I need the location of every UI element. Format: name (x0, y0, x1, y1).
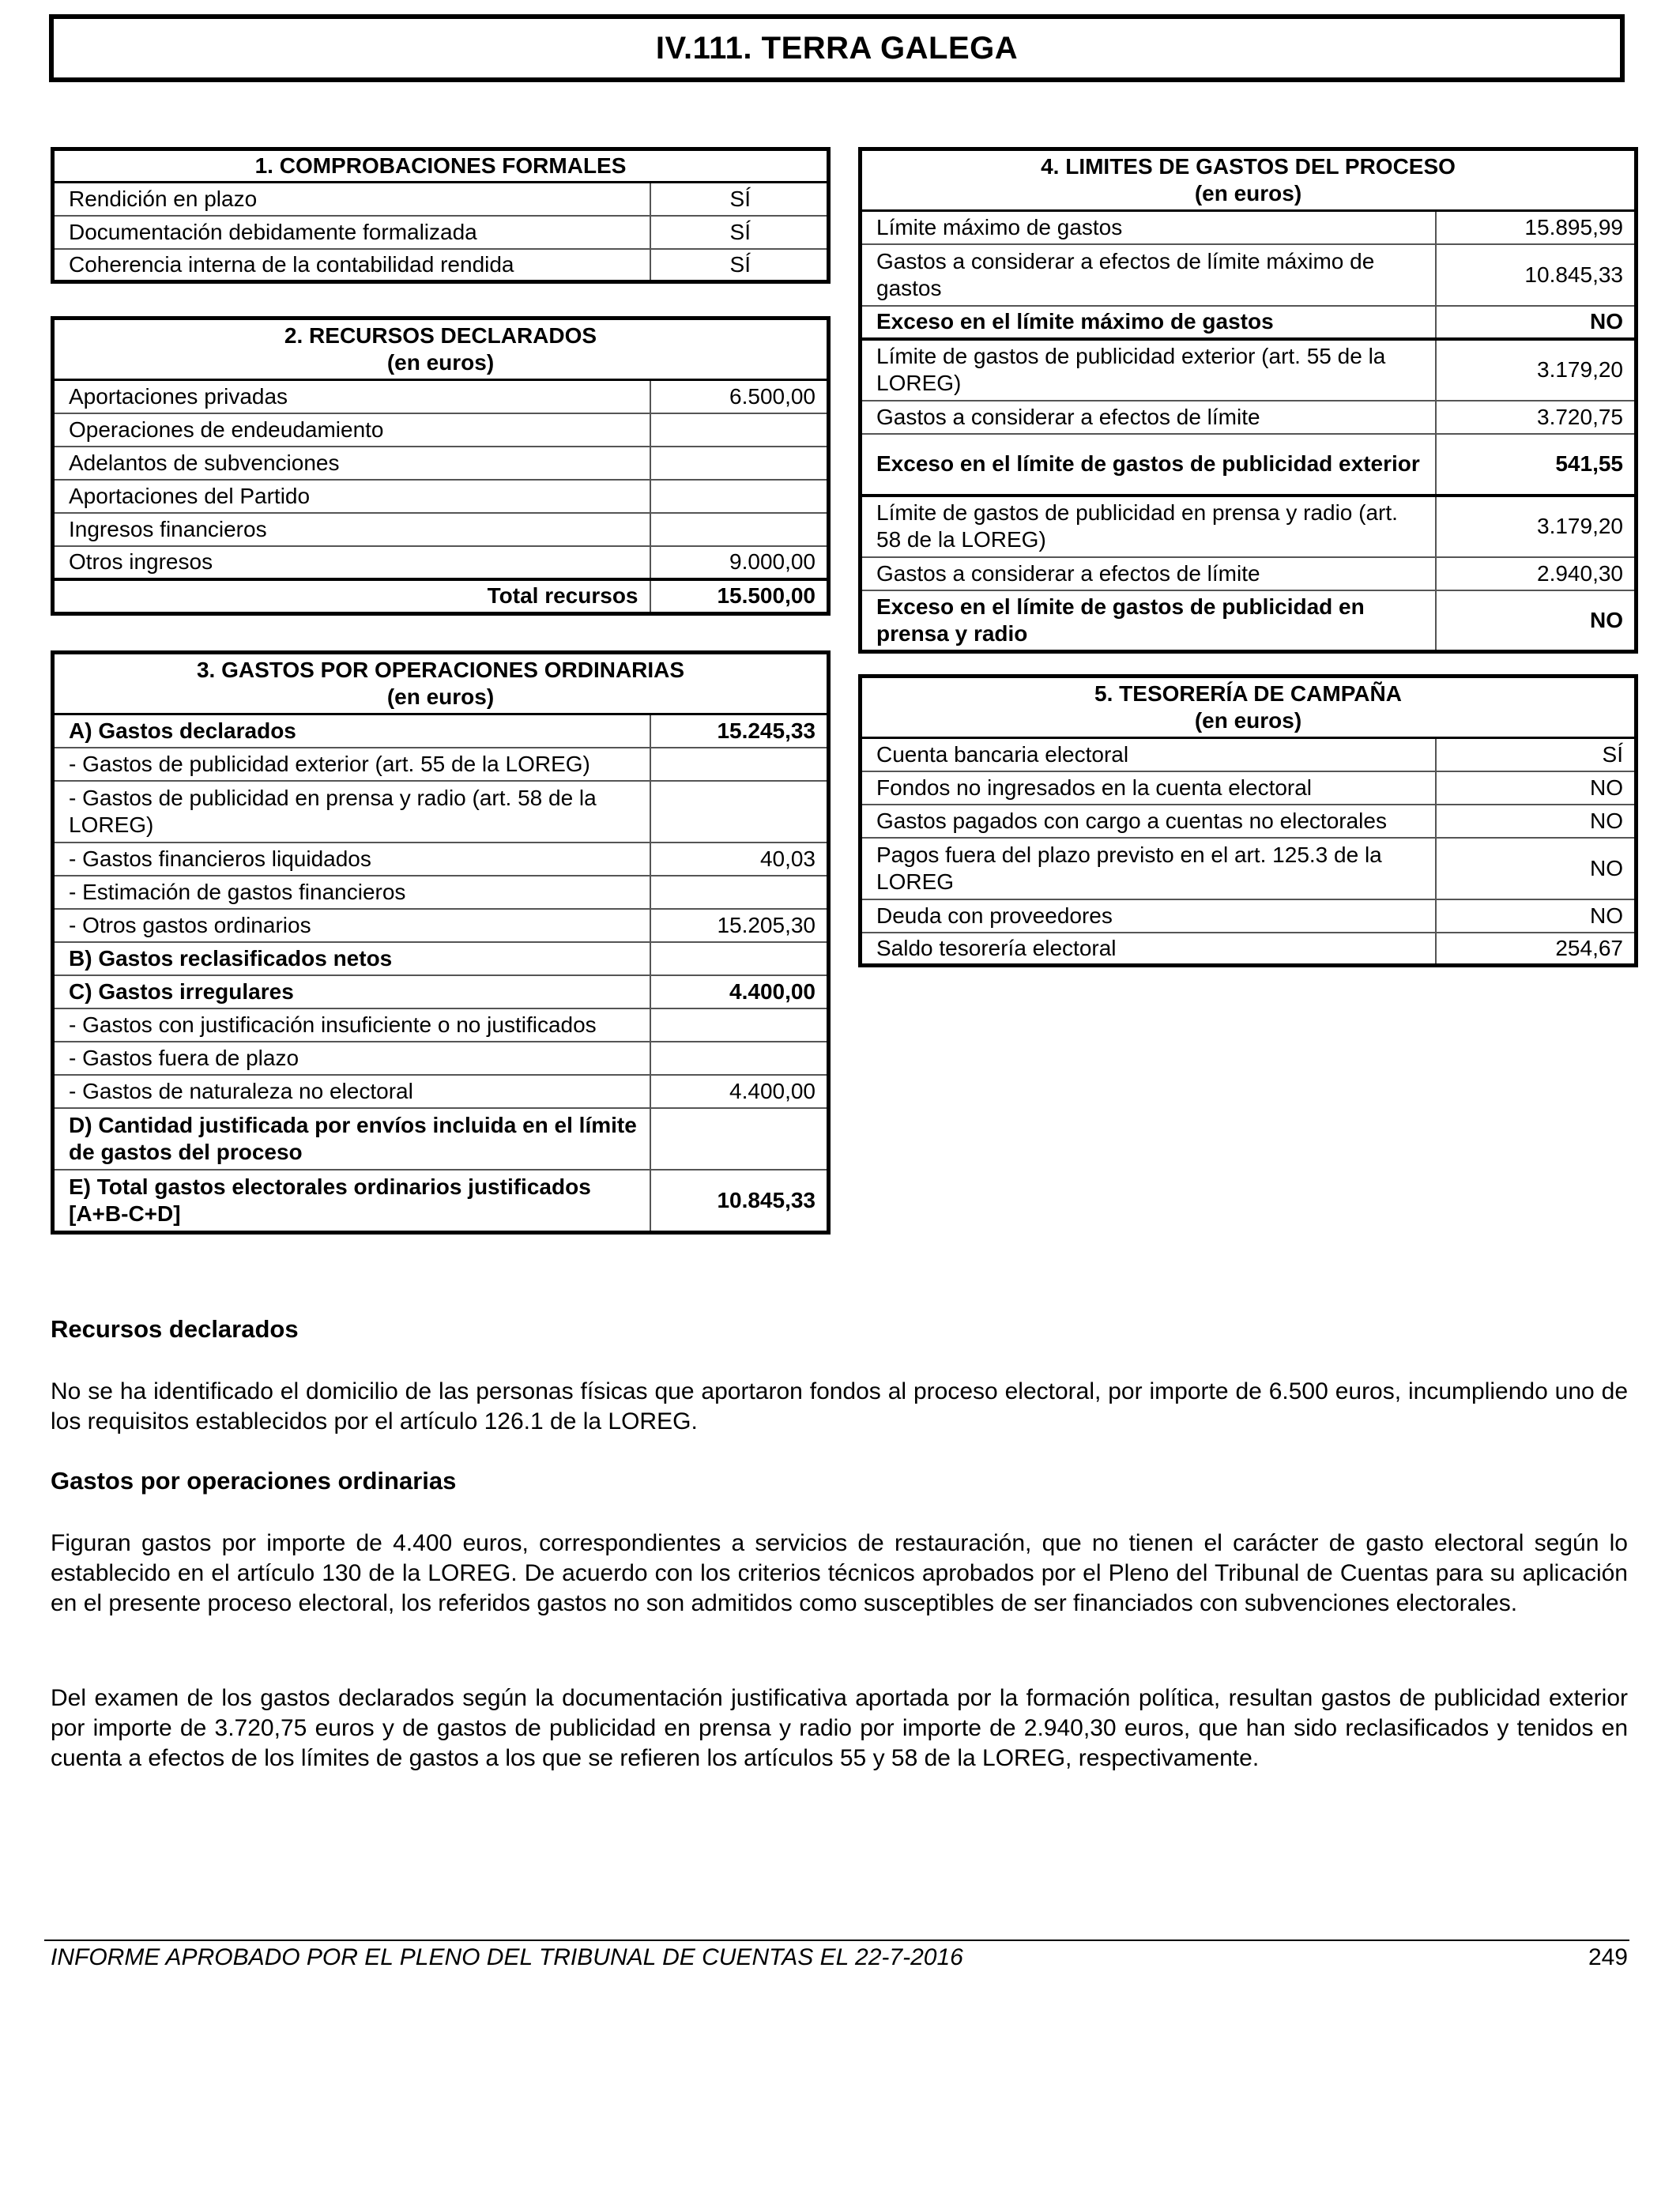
footer-divider (44, 1940, 1629, 1941)
row-label: Saldo tesorería electoral (861, 933, 1436, 966)
row-label: - Estimación de gastos financieros (53, 876, 650, 909)
row-label: - Gastos de naturaleza no electoral (53, 1075, 650, 1108)
row-value: 10.845,33 (650, 1170, 829, 1233)
row-value: NO (1436, 838, 1637, 899)
row-label: Documentación debidamente formalizada (53, 216, 650, 249)
row-label: Coherencia interna de la contabilidad rendida (53, 249, 650, 282)
row-label: E) Total gastos electorales ordinarios justificados [A+B-C+D] (53, 1170, 650, 1233)
row-label: Pagos fuera del plazo previsto en el art. 125.3 de la LOREG (861, 838, 1436, 899)
row-value: SÍ (650, 249, 829, 282)
row-value: 254,67 (1436, 933, 1637, 966)
row-value: 2.940,30 (1436, 557, 1637, 590)
row-label: Rendición en plazo (53, 183, 650, 216)
row-value: NO (1436, 771, 1637, 805)
table-header-title: 2. RECURSOS DECLARADOS (284, 323, 597, 348)
table-header-title: 3. GASTOS POR OPERACIONES ORDINARIAS (196, 658, 685, 682)
row-label: Gastos a considerar a efectos de límite máximo de gastos (861, 244, 1436, 306)
row-value: SÍ (650, 183, 829, 216)
table-header (53, 319, 829, 380)
row-value (650, 942, 829, 975)
row-label: Aportaciones del Partido (53, 480, 650, 513)
table-header-unit: (en euros) (1194, 708, 1302, 733)
row-label: Fondos no ingresados en la cuenta electoral (861, 771, 1436, 805)
row-value (650, 781, 829, 843)
row-value (650, 447, 829, 480)
row-value: SÍ (1436, 738, 1637, 771)
row-value: 3.179,20 (1436, 496, 1637, 557)
row-label: - Gastos de publicidad en prensa y radio (art. 58 de la LOREG) (53, 781, 650, 843)
page-number: 249 (1588, 1944, 1628, 1970)
row-value (650, 1042, 829, 1075)
row-value: 10.845,33 (1436, 244, 1637, 306)
row-value: 6.500,00 (650, 380, 829, 413)
page-title: IV.111. TERRA GALEGA (49, 14, 1625, 82)
table-header-title: 4. LIMITES DE GASTOS DEL PROCESO (1041, 154, 1456, 179)
table-limites-gastos (858, 147, 1638, 654)
row-value: 4.400,00 (650, 975, 829, 1008)
table-tesoreria-campana (858, 674, 1638, 967)
row-label: - Gastos con justificación insuficiente o no justificados (53, 1008, 650, 1042)
row-value: 15.895,99 (1436, 211, 1637, 244)
row-label: Ingresos financieros (53, 513, 650, 546)
row-label: Deuda con proveedores (861, 899, 1436, 933)
row-value (650, 876, 829, 909)
row-label: Gastos pagados con cargo a cuentas no electorales (861, 805, 1436, 838)
row-value (650, 513, 829, 546)
row-label: Cuenta bancaria electoral (861, 738, 1436, 771)
row-label: Gastos a considerar a efectos de límite (861, 557, 1436, 590)
row-value: 15.245,33 (650, 714, 829, 748)
row-label: D) Cantidad justificada por envíos incluida en el límite de gastos del proceso (53, 1108, 650, 1170)
row-value (650, 413, 829, 447)
row-label: Límite de gastos de publicidad en prensa y radio (art. 58 de la LOREG) (861, 496, 1436, 557)
table-comprobaciones-formales (51, 147, 831, 284)
row-label: Adelantos de subvenciones (53, 447, 650, 480)
table-header (53, 653, 829, 714)
table-header-unit: (en euros) (386, 350, 495, 375)
table-header-unit: (en euros) (1194, 181, 1302, 205)
paragraph-recursos: No se ha identificado el domicilio de las personas físicas que aportaron fondos al proceso electoral, por importe de 6.500 euros, incumpliendo uno de los requisitos establecidos por el artículo 126.1 de la LOREG. (51, 1378, 1628, 1434)
table-header (861, 677, 1637, 738)
row-label: Exceso en el límite de gastos de publicidad en prensa y radio (861, 590, 1436, 652)
row-label: - Otros gastos ordinarios (53, 909, 650, 942)
table-header-unit: (en euros) (386, 684, 495, 709)
table-recursos-declarados (51, 316, 831, 616)
row-value: NO (1436, 899, 1637, 933)
table-header-title: 5. TESORERÍA DE CAMPAÑA (1094, 681, 1402, 706)
paragraph-gastos-1: Figuran gastos por importe de 4.400 euros, correspondientes a servicios de restauración, que no tienen el carácter de gasto electoral según lo establecido en el artículo 130 de la LOREG. De acuerdo con los criterios técnicos aprobados por el Pleno del Tribunal de Cuentas para su aplicación en el presente proceso electoral, los referidos gastos no son admitidos como susceptibles de ser financiados con subvenciones electorales. (51, 1530, 1628, 1616)
row-value (650, 1108, 829, 1170)
row-value: 4.400,00 (650, 1075, 829, 1108)
table-header (861, 149, 1637, 211)
table-gastos-ordinarios (51, 650, 831, 1235)
row-value: NO (1436, 590, 1637, 652)
footer-text: INFORME APROBADO POR EL PLENO DEL TRIBUNAL DE CUENTAS EL 22-7-2016 (51, 1944, 963, 1970)
row-label: Límite de gastos de publicidad exterior (art. 55 de la LOREG) (861, 339, 1436, 401)
total-value: 15.500,00 (650, 579, 829, 614)
row-label: - Gastos financieros liquidados (53, 843, 650, 876)
row-value: NO (1436, 805, 1637, 838)
paragraph-gastos-2: Del examen de los gastos declarados según la documentación justificativa aportada por la formación política, resultan gastos de publicidad exterior por importe de 3.720,75 euros y de gastos de publicidad en prensa y radio por importe de 2.940,30 euros, que han sido reclasificados y tenidos en cuenta a efectos de los límites de gastos a los que se refieren los artículos 55 y 58 de la LOREG, respectivamente. (51, 1685, 1628, 1771)
row-value: NO (1436, 306, 1637, 339)
table-header: 1. COMPROBACIONES FORMALES (53, 149, 829, 183)
row-label: - Gastos fuera de plazo (53, 1042, 650, 1075)
row-value: 15.205,30 (650, 909, 829, 942)
row-label: C) Gastos irregulares (53, 975, 650, 1008)
row-value (650, 1008, 829, 1042)
row-label: - Gastos de publicidad exterior (art. 55 de la LOREG) (53, 748, 650, 781)
row-value: 3.720,75 (1436, 401, 1637, 434)
row-label: Exceso en el límite máximo de gastos (861, 306, 1436, 339)
row-label: Límite máximo de gastos (861, 211, 1436, 244)
row-label: Gastos a considerar a efectos de límite (861, 401, 1436, 434)
row-value: 9.000,00 (650, 546, 829, 579)
row-label: Aportaciones privadas (53, 380, 650, 413)
section-heading-gastos: Gastos por operaciones ordinarias (51, 1467, 457, 1495)
row-label: A) Gastos declarados (53, 714, 650, 748)
row-label: Otros ingresos (53, 546, 650, 579)
row-value: SÍ (650, 216, 829, 249)
total-label: Total recursos (53, 579, 650, 614)
row-label: Exceso en el límite de gastos de publicidad exterior (861, 434, 1436, 496)
row-value: 3.179,20 (1436, 339, 1637, 401)
row-value: 40,03 (650, 843, 829, 876)
row-value: 541,55 (1436, 434, 1637, 496)
section-heading-recursos: Recursos declarados (51, 1315, 299, 1343)
row-value (650, 480, 829, 513)
row-label: Operaciones de endeudamiento (53, 413, 650, 447)
row-label: B) Gastos reclasificados netos (53, 942, 650, 975)
row-value (650, 748, 829, 781)
